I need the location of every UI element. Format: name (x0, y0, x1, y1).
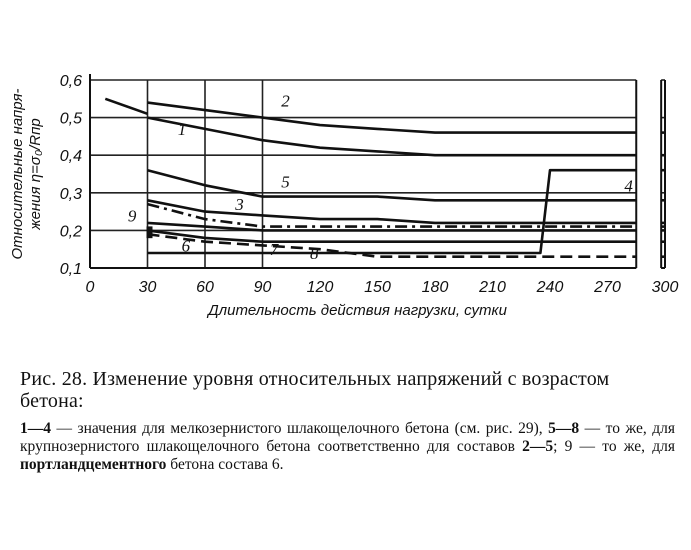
x-tick-label: 120 (306, 279, 334, 296)
y-tick-label: 0,1 (59, 261, 82, 278)
y-tick-label: 0,4 (59, 148, 82, 166)
curve-label-6: 6 (181, 236, 191, 256)
series-line-3 (148, 200, 637, 223)
x-tick-label: 270 (594, 279, 621, 296)
x-tick-label: 240 (536, 279, 564, 296)
series-line-5 (148, 170, 637, 200)
caption-text-4: бетона состава 6. (166, 456, 284, 473)
x-tick-label: 30 (138, 279, 157, 296)
y-tick-label: 0,6 (59, 73, 82, 90)
x-tick-label: 300 (651, 279, 679, 296)
curve-label-1: 1 (177, 119, 187, 139)
caption-text-3: ; 9 — то же, для (553, 438, 675, 455)
x-tick-label: 210 (479, 279, 506, 296)
figure-caption-title: Рис. 28. Изменение уровня относительных напряжений с возрастом бетона: (20, 368, 610, 412)
series-layer (105, 99, 665, 260)
y-tick-label: 0,5 (59, 110, 82, 128)
curve-label-3: 3 (235, 195, 244, 215)
figure-caption-body (20, 420, 675, 474)
caption-ref-1-4: 1—4 (20, 420, 51, 437)
extra-segment (105, 99, 147, 114)
curve-label-8: 8 (310, 243, 319, 263)
curve-label-2: 2 (281, 91, 290, 111)
caption-text-2: — то же, для крупнозернистого шлакощелочного бетона соответственно для составов (20, 420, 675, 455)
curve-label-9: 9 (127, 206, 137, 226)
series-line-1 (148, 118, 637, 156)
y-tick-label: 0,3 (59, 185, 82, 203)
tick-labels (60, 73, 679, 296)
x-tick-label: 90 (253, 279, 272, 296)
caption-ref-5-8: 5—8 (548, 420, 580, 437)
x-tick-label: 150 (364, 279, 391, 296)
y-tick-label: 0,2 (59, 223, 82, 241)
y-axis-label-line: жения η=σ₀/Rпр (27, 118, 44, 230)
caption-text-1: — значения для мелкозернистого шлакощелочного бетона (см. рис. 29), (51, 420, 549, 437)
series-line-6 (148, 230, 637, 241)
x-tick-label: 180 (421, 279, 449, 296)
y-axis-label-line: Относительные напря- (9, 88, 26, 260)
curve-label-7: 7 (269, 240, 279, 260)
curve-label-5: 5 (281, 172, 290, 192)
series-start-marker (147, 230, 153, 238)
x-tick-label: 60 (196, 279, 214, 296)
grid (90, 80, 665, 268)
x-tick-label: 0 (85, 279, 95, 296)
y-axis-label (9, 89, 44, 260)
caption-ref-2-5: 2—5 (522, 438, 554, 455)
curve-label-4: 4 (624, 176, 633, 196)
caption-bold-portland: портландцементного (20, 456, 167, 473)
x-axis-label: Длительность действия нагрузки, сутки (208, 302, 507, 319)
